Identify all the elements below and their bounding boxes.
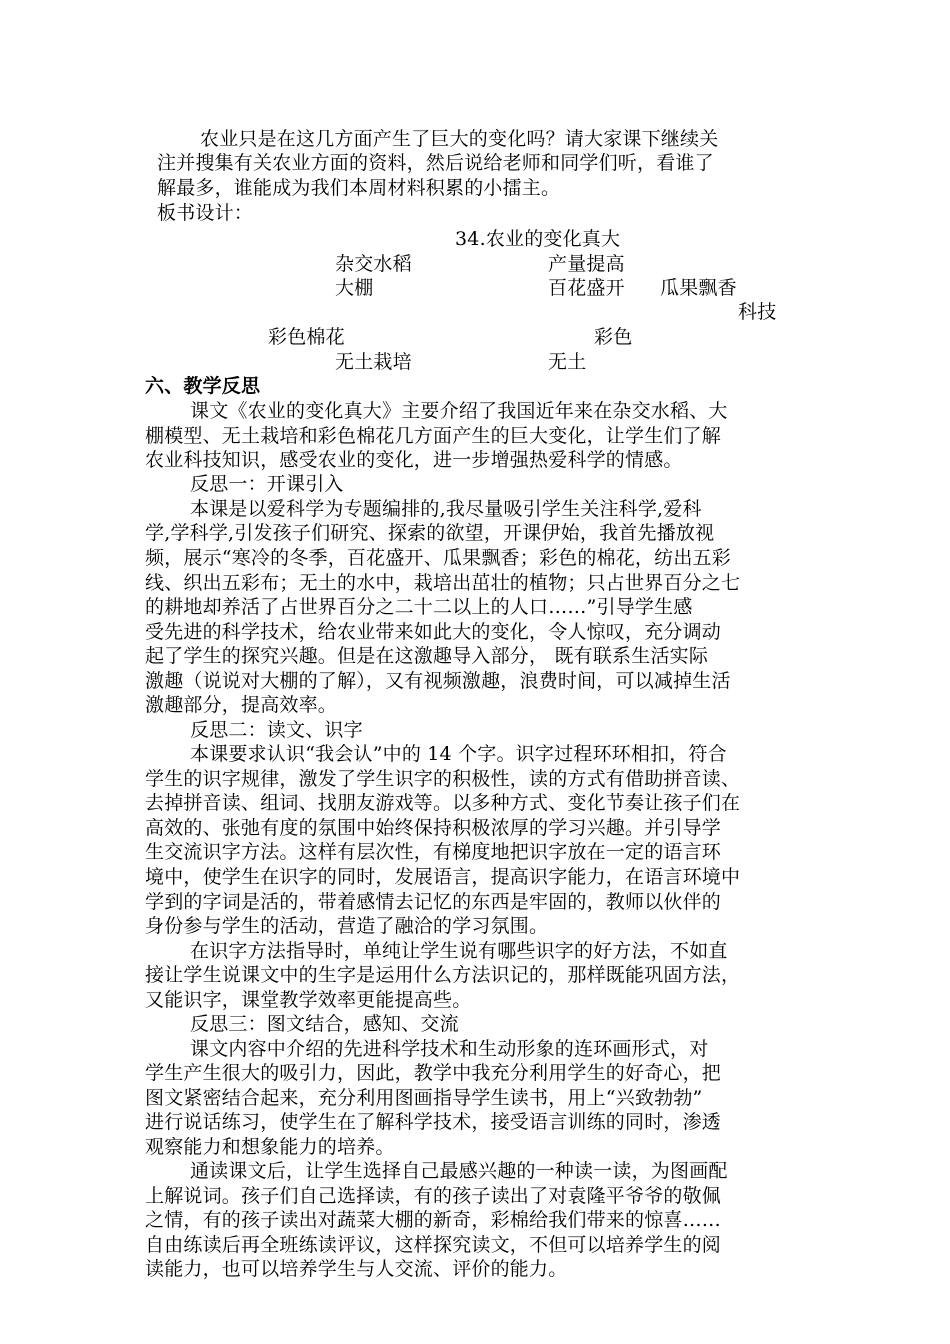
reflection-3b-line-3: 之情，有的孩子读出对蔬菜大棚的新奇，彩棉给我们带来的惊喜…… — [145, 1209, 722, 1231]
reflection-2b-line-3: 又能识字，课堂教学效率更能提高些。 — [145, 989, 472, 1011]
reflection-3-title: 反思三：图文结合，感知、交流 — [190, 1013, 459, 1035]
reflection-3b-line-4: 自由练读后再全班练读评议，这样探究读文，不但可以培养学生的阅 — [145, 1234, 722, 1256]
reflection-1-line-5: 的耕地却养活了占世界百分之二十二以上的人口……”引导学生感 — [145, 596, 693, 618]
reflection-3b-line-2: 上解说词。孩子们自己选择读，有的孩子读出了对袁隆平爷爷的敬佩 — [145, 1185, 722, 1207]
reflection-1-line-1: 本课是以爱科学为专题编排的,我尽量吸引学生关注科学,爱科 — [190, 498, 702, 520]
board-item-yield: 产量提高 — [548, 253, 625, 275]
reflection-1-title: 反思一：开课引入 — [190, 473, 344, 495]
reflection-3b-line-5: 读能力，也可以培养学生与人交流、评价的能力。 — [145, 1258, 568, 1280]
reflection-3-line-1: 课文内容中介绍的先进科学技术和生动形象的连环画形式，对 — [190, 1038, 709, 1060]
board-item-soilless: 无土栽培 — [335, 351, 412, 373]
reflection-2-line-5: 生交流识字方法。这样有层次性，有梯度地把识字放在一定的语言环 — [145, 841, 722, 863]
reflection-2-line-8: 身份参与学生的活动，营造了融洽的学习氛围。 — [145, 915, 549, 937]
reflection-2-title: 反思二：读文、识字 — [190, 719, 363, 741]
reflection-1-line-6: 受先进的科学技术，给农业带来如此大的变化，令人惊叹，充分调动 — [145, 621, 722, 643]
reflection-2-line-7: 学到的字词是活的，带着感情去记忆的东西是牢固的，教师以伙伴的 — [145, 891, 722, 913]
board-center-technology: 科技 — [738, 301, 777, 323]
reflection-3b-line-1: 通读课文后，让学生选择自己最感兴趣的一种读一读，为图画配 — [190, 1160, 728, 1182]
board-heading: 板书设计： — [157, 202, 254, 224]
reflection-3-line-3: 图文紧密结合起来，充分利用图画指导学生读书，用上“兴致勃勃” — [145, 1087, 703, 1109]
board-item-colored: 彩色 — [594, 326, 633, 348]
reflection-2-line-6: 境中，使学生在识字的同时，发展语言，提高识字能力，在语言环境中 — [145, 866, 741, 888]
reflection-2-line-4: 高效的、张弛有度的氛围中始终保持积极浓厚的学习兴趣。并引导学 — [145, 817, 722, 839]
board-item-no-soil: 无土 — [548, 351, 587, 373]
reflection-3-line-4: 进行说话练习，使学生在了解科学技术，接受语言训练的同时，渗透 — [145, 1111, 722, 1133]
reflection-3-line-2: 学生产生很大的吸引力，因此，教学中我充分利用学生的好奇心，把 — [145, 1062, 722, 1084]
reflection-3-line-5: 观察能力和想象能力的培养。 — [145, 1136, 395, 1158]
reflection-1-line-3: 频，展示“寒冷的冬季，百花盛开、瓜果飘香；彩色的棉花，纺出五彩 — [145, 547, 731, 569]
reflection-1-line-7: 起了学生的探究兴趣。但是在这激趣导入部分， 既有联系生活实际 — [145, 645, 709, 667]
reflection-1-line-2: 学,学科学,引发孩子们研究、探索的欲望，开课伊始，我首先播放视 — [145, 522, 715, 544]
reflection-1-line-8: 激趣（说说对大棚的了解），又有视频激趣，浪费时间，可以减掉生活 — [145, 670, 731, 692]
board-item-hybrid-rice: 杂交水稻 — [335, 253, 412, 275]
intro-line-3: 解最多，谁能成为我们本周材料积累的小擂主。 — [157, 177, 561, 199]
summary-line-1: 课文《农业的变化真大》主要介绍了我国近年来在杂交水稻、大 — [190, 400, 728, 422]
reflection-2-line-3: 去掉拼音读、组词、找朋友游戏等。以多种方式、变化节奏让孩子们在 — [145, 792, 741, 814]
intro-line-2: 注并搜集有关农业方面的资料，然后说给老师和同学们听，看谁了 — [157, 152, 714, 174]
board-item-greenhouse: 大棚 — [335, 277, 374, 299]
section-title: 六、教学反思 — [145, 375, 261, 397]
board-item-fruits: 瓜果飘香 — [660, 277, 737, 299]
summary-line-3: 农业科技知识，感受农业的变化，进一步增强热爱科学的情感。 — [145, 449, 683, 471]
reflection-2-line-1: 本课要求认识“我会认”中的 14 个字。识字过程环环相扣，符合 — [190, 743, 727, 765]
reflection-2b-line-2: 接让学生说课文中的生字是运用什么方法识记的，那样既能巩固方法， — [145, 964, 741, 986]
reflection-1-line-4: 线、织出五彩布；无土的水中，栽培出茁壮的植物；只占世界百分之七 — [145, 572, 741, 594]
summary-line-2: 棚模型、无土栽培和彩色棉花几方面产生的巨大变化，让学生们了解 — [145, 425, 722, 447]
reflection-2b-line-1: 在识字方法指导时，单纯让学生说有哪些识字的好方法，不如直 — [190, 940, 728, 962]
board-title: 34.农业的变化真大 — [455, 228, 621, 250]
intro-line-1: 农业只是在这几方面产生了巨大的变化吗？请大家课下继续关 — [200, 128, 719, 150]
board-item-flowers: 百花盛开 — [548, 277, 625, 299]
reflection-2-line-2: 学生的识字规律，激发了学生识字的积极性，读的方式有借助拼音读、 — [145, 768, 741, 790]
board-item-colored-cotton: 彩色棉花 — [268, 326, 345, 348]
reflection-1-line-9: 激趣部分，提高效率。 — [145, 694, 338, 716]
